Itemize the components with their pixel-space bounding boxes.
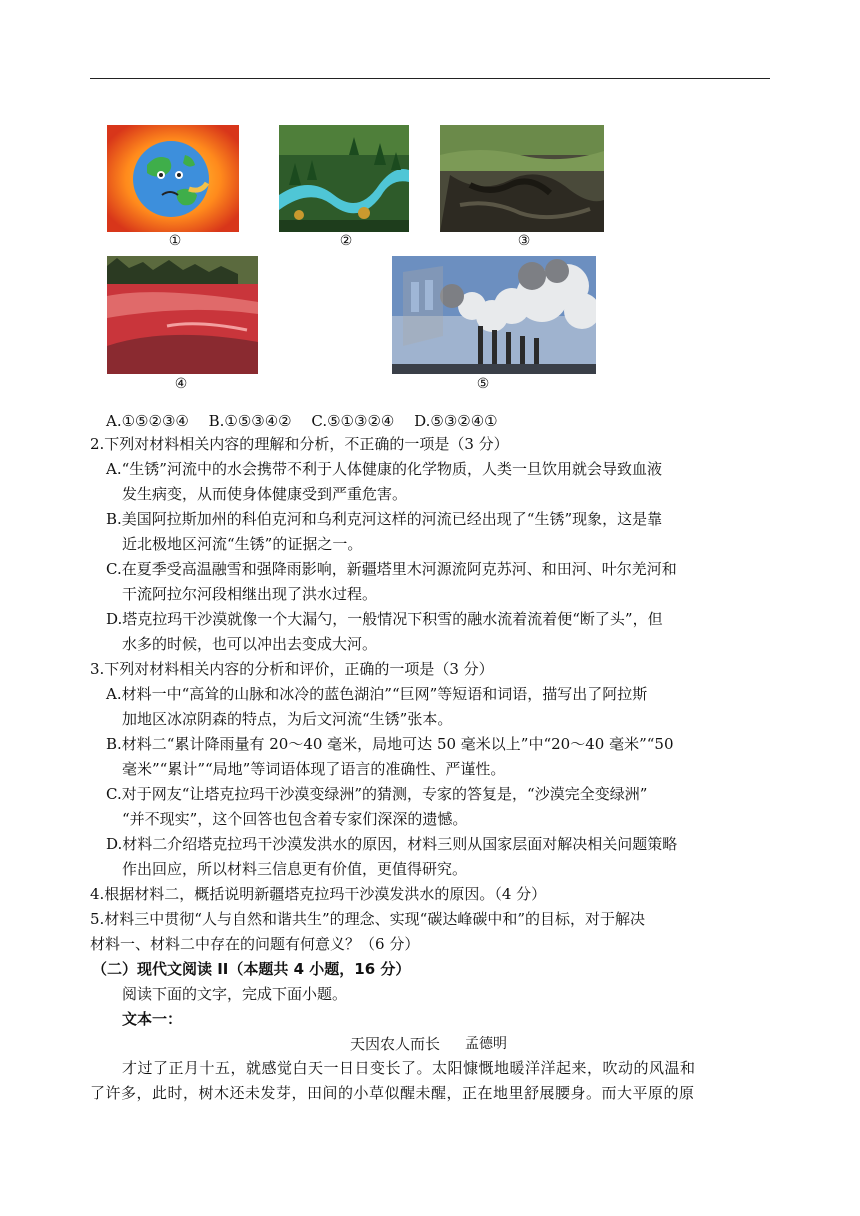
section-heading: （二）现代文阅读 II（本题共 4 小题，16 分） bbox=[92, 960, 411, 978]
river-image bbox=[279, 125, 409, 232]
q5-stem-line1: 5.材料三中贯彻“人与自然和谐共生”的理念、实现“碳达峰碳中和”的目标，对于解决 bbox=[90, 910, 645, 928]
article-paragraph-line2: 了许多，此时，树木还未发芽，田间的小草似醒未醒，正在地里舒展腰身。而大平原的原 bbox=[90, 1084, 695, 1102]
image-caption-2: ② bbox=[339, 233, 353, 249]
q1-options: A.①⑤②③④ B.①⑤③④② C.⑤①③②④ D.⑤③②④① bbox=[106, 412, 498, 430]
q2-option-b-line1: B.美国阿拉斯加州的科伯克河和乌利克河这样的河流已经出现了“生锈”现象，这是靠 bbox=[106, 510, 663, 528]
article-title: 天因农人而长 bbox=[350, 1035, 441, 1053]
q3-option-a-line2: 加地区冰凉阴森的特点，为后文河流“生锈”张本。 bbox=[122, 710, 453, 728]
crying-earth-image bbox=[107, 125, 239, 232]
q3-option-c-line1: C.对于网友“让塔克拉玛干沙漠变绿洲”的猜测，专家的答复是，“沙漠完全变绿洲” bbox=[106, 785, 648, 803]
q5-stem-line2: 材料一、材料二中存在的问题有何意义？（6 分） bbox=[90, 935, 420, 953]
q2-option-c-line2: 干流阿拉尔河段相继出现了洪水过程。 bbox=[122, 585, 378, 603]
image-caption-1: ① bbox=[168, 233, 182, 249]
watermark-logo bbox=[393, 262, 473, 362]
article-paragraph-line1: 才过了正月十五，就感觉白天一日日变长了。太阳慷慨地暖洋洋起来，吹动的风温和 bbox=[122, 1059, 696, 1077]
image-caption-4: ④ bbox=[174, 376, 188, 392]
image-caption-3: ③ bbox=[517, 233, 531, 249]
permafrost-image bbox=[440, 125, 604, 232]
q3-option-d-line2: 作出回应，所以材料三信息更有价值，更值得研究。 bbox=[122, 860, 468, 878]
text1-label: 文本一： bbox=[122, 1010, 183, 1028]
q3-option-d-line1: D.材料二介绍塔克拉玛干沙漠发洪水的原因，材料三则从国家层面对解决相关问题策略 bbox=[106, 835, 678, 853]
q2-option-a-line2: 发生病变，从而使身体健康受到严重危害。 bbox=[122, 485, 408, 503]
q3-option-a-line1: A.材料一中“高耸的山脉和冰冷的蓝色湖泊”“巨网”等短语和词语，描写出了阿拉斯 bbox=[106, 685, 648, 703]
q2-option-b-line2: 近北极地区河流“生锈”的证据之一。 bbox=[122, 535, 363, 553]
q2-option-c-line1: C.在夏季受高温融雪和强降雨影响，新疆塔里木河源流阿克苏河、和田河、叶尔羌河和 bbox=[106, 560, 677, 578]
q2-option-a-line1: A.“生锈”河流中的水会携带不利于人体健康的化学物质，人类一旦饮用就会导致血液 bbox=[106, 460, 662, 478]
q2-option-d-line2: 水多的时候，也可以冲出去变成大河。 bbox=[122, 635, 378, 653]
reading-instruction: 阅读下面的文字，完成下面小题。 bbox=[122, 985, 348, 1003]
q3-option-b-line2: 毫米”“累计”“局地”等词语体现了语言的准确性、严谨性。 bbox=[122, 760, 506, 778]
q3-stem: 3.下列对材料相关内容的分析和评价，正确的一项是（3 分） bbox=[90, 660, 494, 678]
q2-option-d-line1: D.塔克拉玛干沙漠就像一个大漏勺，一般情况下积雪的融水流着流着便“断了头”，但 bbox=[106, 610, 663, 628]
q3-option-b-line1: B.材料二“累计降雨量有 20～40 毫米，局地可达 50 毫米以上”中“20～40 毫米”“50 bbox=[106, 735, 674, 753]
q2-stem: 2.下列对材料相关内容的理解和分析，不正确的一项是（3 分） bbox=[90, 435, 509, 453]
red-river-image bbox=[107, 256, 258, 374]
q3-option-c-line2: “并不现实”，这个回答也包含着专家们深深的遗憾。 bbox=[122, 810, 468, 828]
article-author: 孟德明 bbox=[465, 1036, 507, 1052]
q4-stem: 4.根据材料二，概括说明新疆塔克拉玛干沙漠发洪水的原因。（4 分） bbox=[90, 885, 547, 903]
image-caption-5: ⑤ bbox=[476, 376, 490, 392]
header-rule bbox=[90, 78, 770, 79]
